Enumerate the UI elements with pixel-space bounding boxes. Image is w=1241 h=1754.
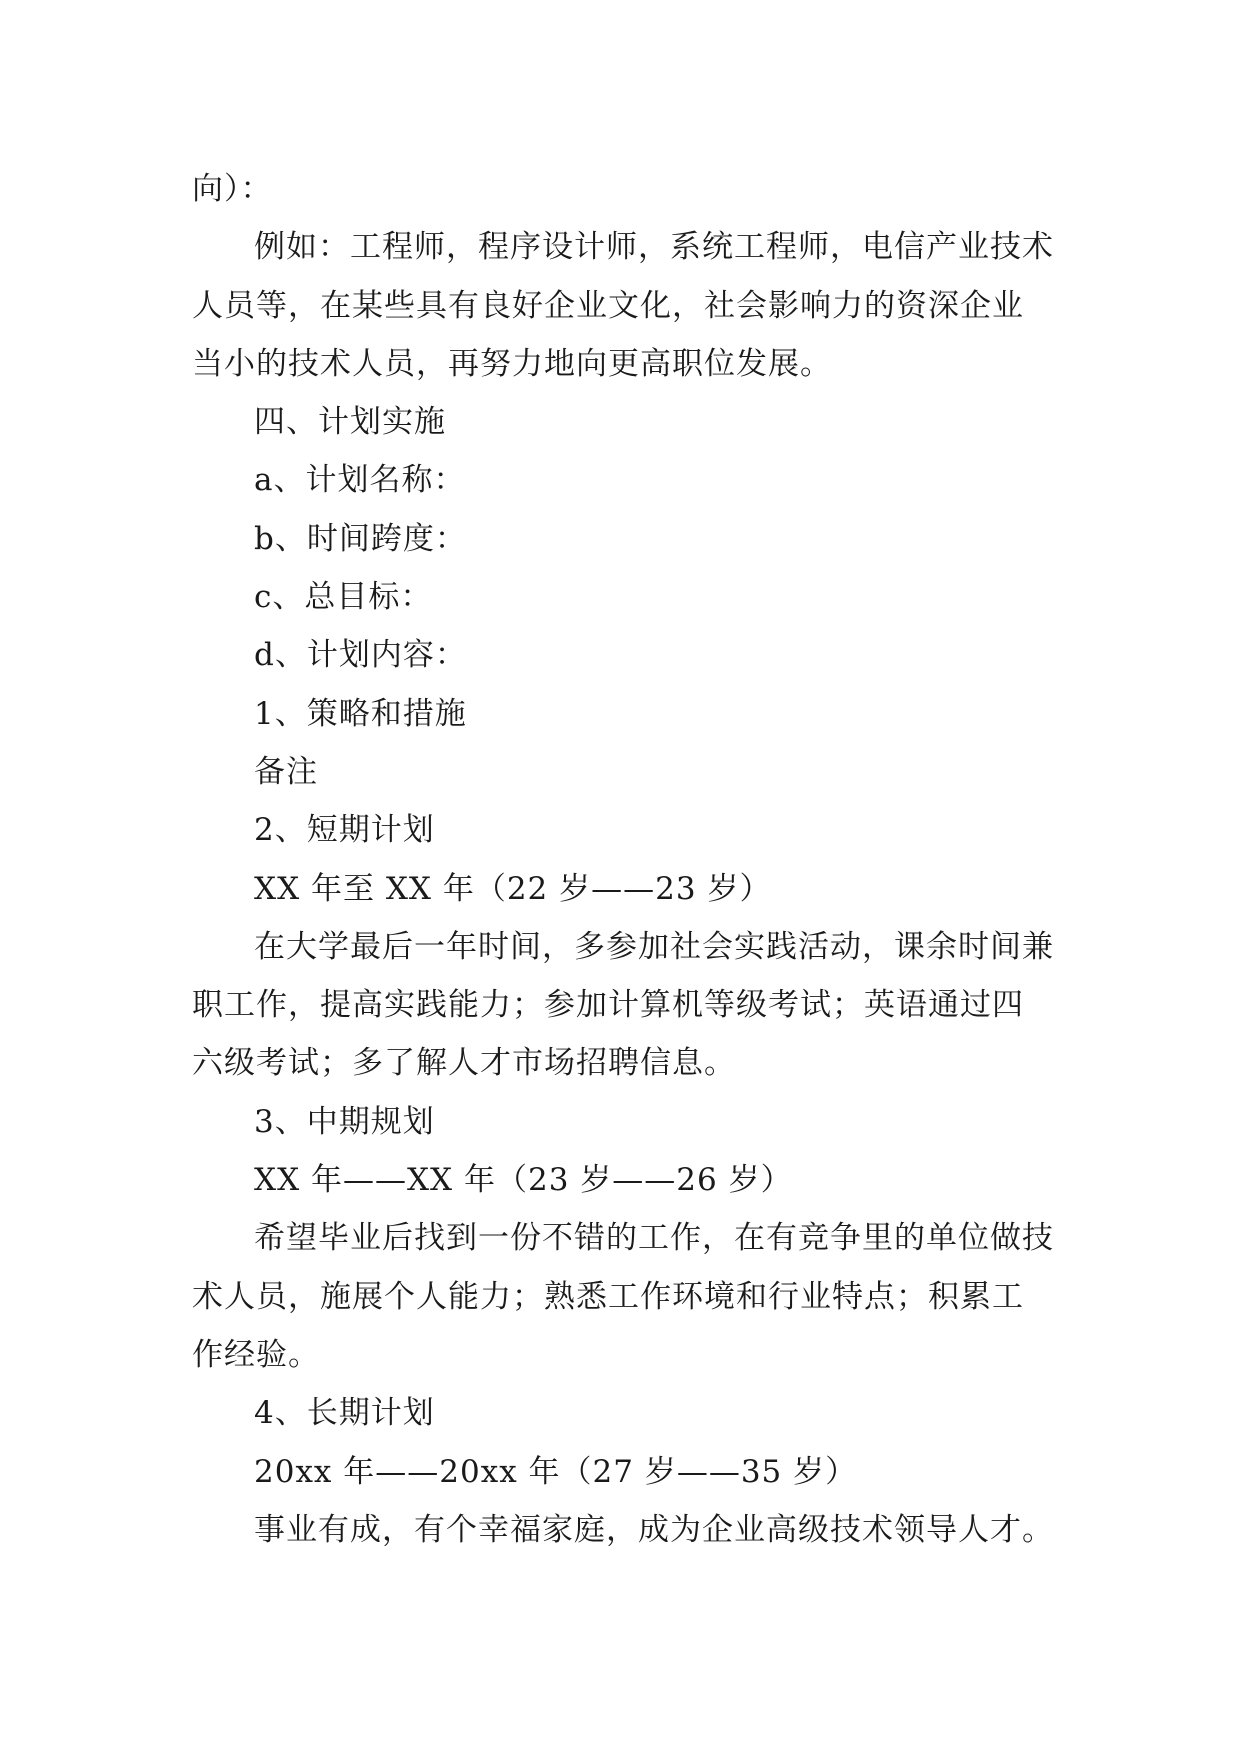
- mid-term-description: 希望毕业后找到一份不错的工作，在有竞争里的单位做技术人员，施展个人能力；熟悉工作环境和行业特点；积累工作经验。: [192, 1220, 1054, 1373]
- short-term-description: 在大学最后一年时间，多参加社会实践活动，课余时间兼职工作，提高实践能力；参加计算机等级考试；英语通过四六级考试；多了解人才市场招聘信息。: [192, 928, 1054, 1082]
- note-label: 备注: [254, 753, 318, 790]
- item-overall-goal: c、总目标：: [254, 579, 433, 616]
- subheading-short-term-plan: 2、短期计划: [254, 812, 435, 849]
- paragraph-examples: 例如：工程师，程序设计师，系统工程师，电信产业技术人员等，在某些具有良好企业文化，社会影响力的资深企业当小的技术人员，再努力地向更高职位发展。: [192, 229, 1054, 382]
- long-term-description: 事业有成，有个幸福家庭，成为企业高级技术领导人才。: [254, 1511, 1054, 1548]
- item-plan-name: a、计划名称：: [254, 462, 466, 499]
- short-term-date-range: XX 年至 XX 年（22 岁——23 岁）: [254, 870, 772, 907]
- subheading-mid-term-plan: 3、中期规划: [254, 1103, 435, 1140]
- mid-term-date-range: XX 年——XX 年（23 岁——26 岁）: [254, 1162, 793, 1199]
- document-body: [192, 160, 1054, 1559]
- paragraph-continuation: 向）：: [192, 171, 273, 207]
- item-plan-content: d、计划内容：: [254, 637, 467, 674]
- subheading-strategies: 1、策略和措施: [254, 695, 467, 732]
- subheading-long-term-plan: 4、长期计划: [254, 1395, 435, 1432]
- section-heading-plan-implementation: 四、计划实施: [254, 404, 446, 441]
- long-term-date-range: 20xx 年——20xx 年（27 岁——35 岁）: [254, 1453, 858, 1490]
- item-time-span: b、时间跨度：: [254, 520, 467, 557]
